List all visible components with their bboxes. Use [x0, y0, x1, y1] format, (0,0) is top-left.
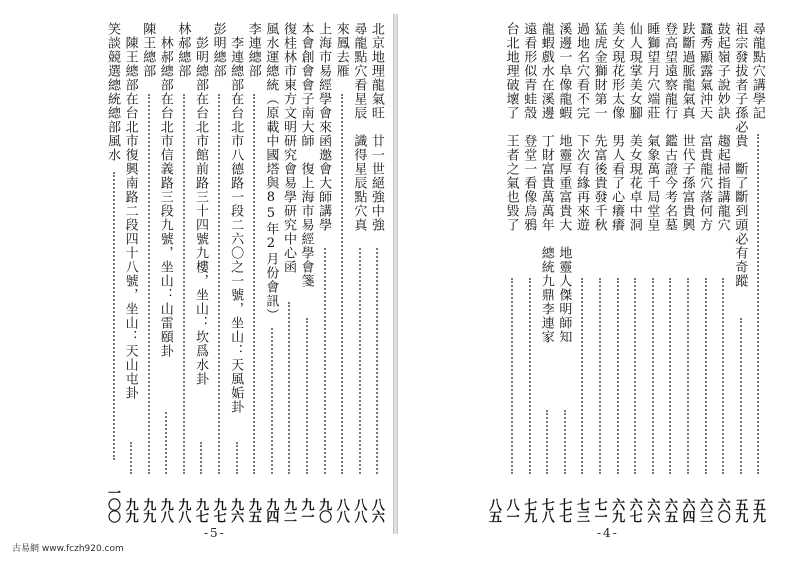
- toc-entry-page: 九九: [140, 498, 156, 522]
- toc-entry-page: 五九: [749, 498, 765, 522]
- toc-entry-page: 九八: [157, 498, 173, 522]
- toc-entry: [732, 22, 750, 522]
- leader-dots: [564, 410, 566, 474]
- toc-entry-title: 本會創會會子南大師 復上海市易經學會箋: [298, 22, 314, 288]
- left-page: [20, 22, 392, 540]
- leader-dots: [183, 94, 185, 474]
- toc-entry: [661, 22, 679, 522]
- leader-dots: [218, 94, 220, 474]
- toc-entry: [298, 22, 316, 522]
- leader-dots: [617, 278, 619, 474]
- toc-entry-page: 六九: [609, 498, 625, 522]
- leader-dots: [652, 278, 654, 474]
- leader-dots: [341, 94, 343, 474]
- left-toc-columns: [105, 22, 387, 522]
- toc-entry-title: 仙人現掌美女腳 美女現花卓中洞: [626, 22, 642, 232]
- toc-entry-page: 九八: [175, 498, 191, 522]
- leader-dots: [511, 278, 513, 474]
- leader-dots: [722, 278, 724, 474]
- toc-entry-page: 六六: [644, 498, 660, 522]
- toc-entry-title: 陳王總部在台北市復興南路二段四十八號，坐山：天山屯卦: [122, 36, 138, 400]
- toc-entry-page: 九六: [228, 498, 244, 522]
- toc-entry-title: 李連總部在台北市八德路一段二六〇之一號，坐山：天風姤卦: [228, 36, 244, 414]
- toc-entry-page: 九二: [280, 498, 296, 522]
- toc-entry-page: 八六: [368, 498, 384, 522]
- toc-entry-title: 彭明總部: [210, 22, 226, 78]
- toc-entry-page: 七九: [521, 498, 537, 522]
- toc-entry: [503, 22, 521, 522]
- toc-entry: [714, 22, 732, 522]
- toc-entry-page: 九五: [245, 498, 261, 522]
- toc-entry-title: 風水運總統（原載中國塔與85年2月份會訊）: [263, 22, 279, 322]
- toc-entry: [538, 22, 556, 522]
- right-toc-columns: [486, 22, 768, 522]
- toc-entry: [316, 22, 334, 522]
- toc-entry: [210, 22, 228, 522]
- toc-entry: [749, 22, 767, 522]
- leader-dots: [165, 412, 167, 474]
- leader-dots: [200, 442, 202, 474]
- toc-entry: [122, 22, 140, 522]
- toc-entry: [556, 22, 574, 522]
- toc-entry-title: 鼓起嶺子說妙訣 趨起掃指講龍穴: [714, 22, 730, 232]
- toc-entry-page: 六四: [679, 498, 695, 522]
- page-number: -4-: [597, 526, 619, 540]
- toc-entry-page: 九一: [298, 498, 314, 522]
- toc-entry-title: 龍蝦戲水在溪邊 丁財富貴萬萬年 總統九鼎李連家: [538, 22, 554, 344]
- toc-entry-title: 復桂林市東方文明研究會易學研究中心函: [280, 22, 296, 274]
- leader-dots: [529, 278, 531, 474]
- toc-entry-page: 九四: [263, 498, 279, 522]
- leader-dots: [634, 278, 636, 474]
- leader-dots: [376, 248, 378, 474]
- leader-dots: [740, 318, 742, 474]
- toc-entry-page: 一〇〇: [105, 486, 120, 522]
- toc-entry: [105, 22, 123, 522]
- toc-entry-page: 九〇: [316, 498, 332, 522]
- leader-dots: [599, 278, 601, 474]
- book-gutter: [393, 14, 398, 534]
- leader-dots: [546, 410, 548, 474]
- toc-entry: [591, 22, 609, 522]
- toc-entry-title: 過地名穴看不完 下次有緣再來遊: [573, 22, 589, 232]
- toc-entry-title: 趺斷過脈龍氣真 世代子孫富貴興: [679, 22, 695, 232]
- toc-entry: [157, 22, 175, 522]
- toc-entry-page: 六〇: [714, 498, 730, 522]
- toc-entry-title: 美女現花形太像 男人看了心癢癢: [609, 22, 625, 232]
- toc-entry-title: 陳王總部: [140, 22, 156, 78]
- leader-dots: [148, 94, 150, 474]
- toc-entry-title: 來鳳去雁: [333, 22, 349, 78]
- toc-entry-page: 七七: [556, 498, 572, 522]
- leader-dots: [581, 278, 583, 474]
- toc-entry: [626, 22, 644, 522]
- leader-dots: [236, 442, 238, 474]
- toc-entry-title: 祖宗發拔者子孫必貴 斷了斷到頭必有奇蹤: [732, 22, 748, 288]
- toc-entry-title: 猛虎金獅財第一 先富後貴發千秋: [591, 22, 607, 232]
- toc-entry-page: 九七: [192, 498, 208, 522]
- leader-dots: [669, 278, 671, 474]
- toc-entry-page: 七三: [573, 498, 589, 522]
- toc-entry-page: 五九: [732, 498, 748, 522]
- toc-entry-page: 六七: [626, 498, 642, 522]
- toc-entry-title: 上海市易經學會來函邀會大師講學: [316, 22, 332, 232]
- leader-dots: [687, 278, 689, 474]
- watermark-text: 古易網 www.fczh920.com: [12, 544, 124, 554]
- toc-entry-title: 睡獅望月穴端莊 氣象萬千局堂皇: [644, 22, 660, 232]
- toc-entry-title: 笑談競選總統總部風水: [105, 22, 120, 162]
- page-number: -5-: [204, 526, 226, 540]
- toc-entry: [486, 22, 504, 522]
- toc-entry-page: 八八: [333, 498, 349, 522]
- toc-entry-title: 尋龍點穴看星辰 識得星辰點穴真: [351, 22, 367, 232]
- toc-entry-page: 八一: [503, 498, 519, 522]
- toc-entry-title: 李連總部: [245, 22, 261, 78]
- right-page: [401, 22, 773, 540]
- toc-entry: [351, 22, 369, 522]
- leader-dots: [705, 278, 707, 474]
- toc-entry-title: 登高望遠察龍行 鑑古證今考名墓: [661, 22, 677, 232]
- toc-entry-title: 林郝總部: [175, 22, 191, 78]
- toc-entry: [228, 22, 246, 522]
- leader-dots: [757, 134, 759, 474]
- toc-entry-title: 台北地理破壞了 王者之氣也毀了: [503, 22, 519, 232]
- toc-entry: [368, 22, 386, 522]
- toc-entry-page: 七八: [538, 498, 554, 522]
- toc-entry: [333, 22, 351, 522]
- toc-entry-page: 八五: [486, 498, 501, 522]
- toc-entry: [573, 22, 591, 522]
- toc-entry-page: 六三: [697, 498, 713, 522]
- leader-dots: [271, 328, 273, 474]
- toc-entry: [280, 22, 298, 522]
- toc-entry-title: 尋龍點穴講學記: [749, 22, 765, 120]
- toc-entry: [175, 22, 193, 522]
- toc-entry-title: 蠶秀顯露氣沖天 富貴龍穴落何方: [697, 22, 713, 232]
- toc-entry: [245, 22, 263, 522]
- watermark: [12, 541, 124, 554]
- toc-entry-page: 九七: [210, 498, 226, 522]
- leader-dots: [253, 94, 255, 474]
- toc-entry: [679, 22, 697, 522]
- toc-entry-title: 北京地理龍氣旺 廿一世絕強中強: [368, 22, 384, 232]
- toc-entry-page: 七一: [591, 498, 607, 522]
- toc-entry-page: 八八: [351, 498, 367, 522]
- toc-entry: [521, 22, 539, 522]
- toc-entry: [263, 22, 281, 522]
- toc-entry-title: 遠看形似青蛙殼 登堂一看像烏鴉: [521, 22, 537, 232]
- toc-entry-page: 九九: [122, 498, 138, 522]
- toc-entry: [192, 22, 210, 522]
- leader-dots: [130, 442, 132, 474]
- toc-entry-title: 溪邊一阜像龍蝦 地靈厚重富貴大 地靈人傑明師知: [556, 22, 572, 344]
- toc-entry: [609, 22, 627, 522]
- toc-entry: [697, 22, 715, 522]
- toc-entry-title: 彭明總部在台北市館前路三十四號九樓，坐山：坎爲水卦: [192, 36, 208, 386]
- toc-entry-page: 六五: [661, 498, 677, 522]
- leader-dots: [306, 318, 308, 474]
- toc-entry: [140, 22, 158, 522]
- toc-entry-title: 林郝總部在台北市信義路三段九號，坐山：山雷頤卦: [157, 36, 173, 358]
- leader-dots: [324, 248, 326, 474]
- toc-entry: [644, 22, 662, 522]
- leader-dots: [113, 172, 115, 460]
- leader-dots: [359, 248, 361, 474]
- leader-dots: [288, 302, 290, 474]
